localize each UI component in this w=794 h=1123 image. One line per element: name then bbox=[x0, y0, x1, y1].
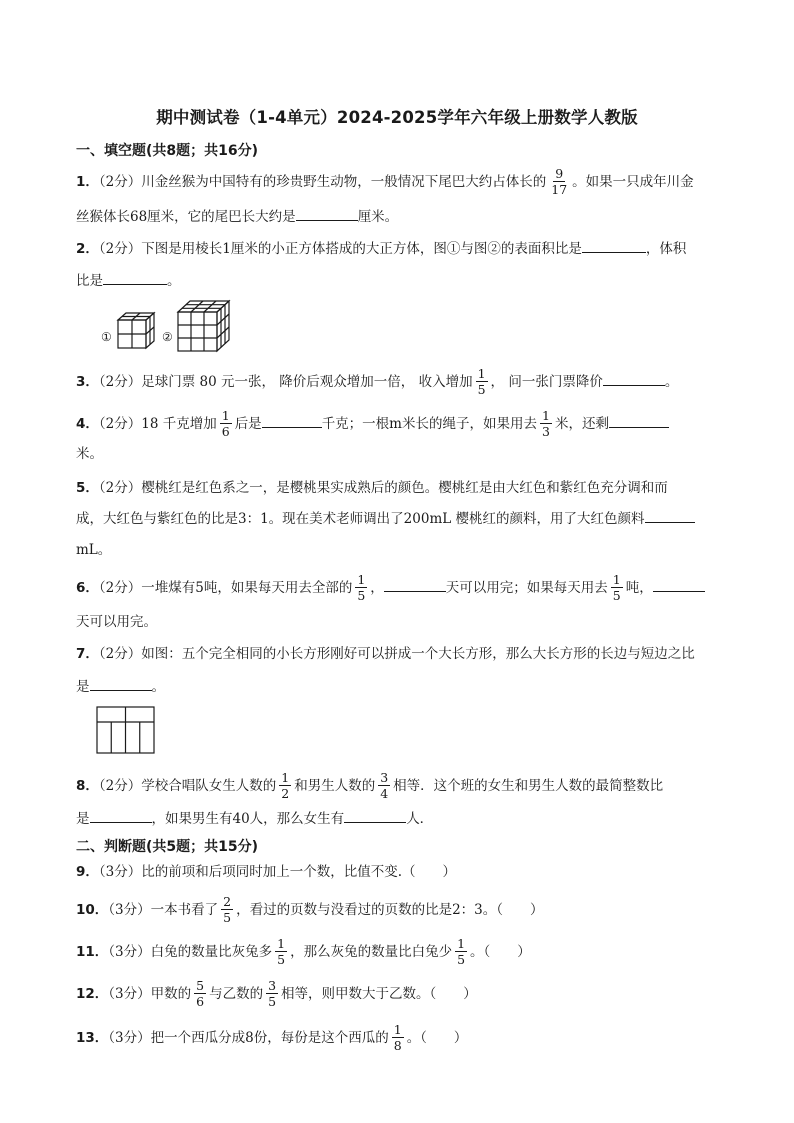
page-title: 期中测试卷（1-4单元）2024-2025学年六年级上册数学人教版 bbox=[156, 108, 638, 127]
question-10: 10．（3分）一本书看了 $\frac{2}{5}$ ，看过的页数与没看过的页数的比是2：3。（ ） bbox=[76, 894, 544, 925]
question-points: （3分） bbox=[108, 944, 151, 960]
question-11: 11．（3分）白兔的数量比灰兔多 $\frac{1}{5}$ ，那么灰兔的数量比白兔少 $\frac{1}{5}$ 。（ ） bbox=[76, 936, 531, 967]
question-number: 9． bbox=[76, 864, 99, 880]
question-4-line-1: 4．（2分）18 千克增加 $\frac{1}{6}$ 后是 千克；一根m米长的绳子，如果用去 $\frac{1}{3}$ 米，还剩 bbox=[76, 410, 669, 439]
question-5-line-2: 成，大红色与紫红色的比是3：1。现在美术老师调出了200mL 樱桃红的颜料，用了大红色颜料 bbox=[76, 508, 695, 529]
rectangle-figure bbox=[96, 706, 156, 756]
question-points: （2分） bbox=[98, 480, 142, 496]
question-points: （2分） bbox=[98, 374, 142, 390]
question-number: 10． bbox=[76, 902, 109, 918]
question-number: 6． bbox=[76, 580, 99, 596]
cube-2x2-figure bbox=[118, 313, 154, 348]
fraction: $\frac{1}{5}$ bbox=[357, 572, 366, 603]
question-points: （2分） bbox=[98, 174, 142, 190]
question-number: 11． bbox=[76, 944, 109, 960]
question-1-line-1: 1．（2分）川金丝猴为中国特有的珍贵野生动物，一般情况下尾巴大约占体长的 $\frac{9}{17}$ 。如果一只成年川金 bbox=[76, 166, 694, 197]
question-4-line-2: 米。 bbox=[76, 446, 103, 462]
question-number: 12． bbox=[76, 986, 109, 1002]
question-points: （2分） bbox=[98, 778, 142, 794]
cube-3x3-figure bbox=[178, 301, 229, 351]
question-number: 8． bbox=[76, 778, 99, 794]
fraction: $\frac{1}{5}$ bbox=[277, 936, 286, 967]
figure-1-label: ① bbox=[101, 330, 112, 344]
answer-blank[interactable] bbox=[603, 371, 665, 386]
answer-blank[interactable] bbox=[645, 508, 695, 523]
question-number: 5． bbox=[76, 480, 99, 496]
section-heading-fill-in: 一、填空题(共8题；共16分) bbox=[76, 143, 259, 159]
question-6-line-1: 6．（2分）一堆煤有5吨，如果每天用去全部的 $\frac{1}{5}$ ， 天可以用完；如果每天用去 $\frac{1}{5}$ 吨， bbox=[76, 574, 705, 603]
cube-figures bbox=[100, 296, 250, 356]
fraction: $\frac{2}{5}$ bbox=[223, 894, 232, 925]
question-13: 13．（3分）把一个西瓜分成8份，每份是这个西瓜的 $\frac{1}{8}$ 。（ ） bbox=[76, 1022, 468, 1053]
fraction: $\frac{1}{8}$ bbox=[393, 1022, 402, 1053]
question-points: （2分） bbox=[98, 416, 142, 432]
question-points: （2分） bbox=[98, 646, 142, 662]
question-7-line-1: 7．（2分）如图：五个完全相同的小长方形刚好可以拼成一个大长方形，那么大长方形的长边与短边之比 bbox=[76, 646, 695, 662]
question-number: 2． bbox=[76, 241, 99, 257]
question-5-line-3: mL。 bbox=[76, 542, 112, 558]
question-number: 7． bbox=[76, 646, 99, 662]
question-2-line-2: 比是 。 bbox=[76, 270, 181, 291]
answer-blank[interactable] bbox=[653, 577, 705, 592]
question-7-line-2: 是 。 bbox=[76, 676, 165, 697]
question-points: （2分） bbox=[98, 241, 142, 257]
fraction: $\frac{1}{5}$ bbox=[457, 936, 466, 967]
answer-blank[interactable] bbox=[90, 808, 152, 823]
figure-2-label: ② bbox=[162, 330, 173, 344]
question-8-line-1: 8．（2分）学校合唱队女生人数的 $\frac{1}{2}$ 和男生人数的 $\frac{3}{4}$ 相等．这个班的女生和男生人数的最简整数比 bbox=[76, 770, 664, 801]
answer-blank[interactable] bbox=[582, 238, 646, 253]
question-points: （2分） bbox=[98, 580, 142, 596]
question-number: 3． bbox=[76, 374, 99, 390]
question-points: （3分） bbox=[108, 902, 151, 918]
answer-blank[interactable] bbox=[384, 577, 446, 592]
question-points: （3分） bbox=[108, 1030, 151, 1046]
question-5-line-1: 5．（2分）樱桃红是红色系之一，是樱桃果实成熟后的颜色。樱桃红是由大红色和紫红色充分调和而 bbox=[76, 480, 668, 496]
question-number: 4． bbox=[76, 416, 99, 432]
fraction: $\frac{1}{2}$ bbox=[281, 770, 290, 801]
answer-blank[interactable] bbox=[609, 413, 669, 428]
question-1-line-2: 丝猴体长68厘米，它的尾巴长大约是 厘米。 bbox=[76, 206, 398, 227]
fraction: $\frac{3}{5}$ bbox=[268, 978, 277, 1009]
question-2-line-1: 2．（2分）下图是用棱长1厘米的小正方体搭成的大正方体，图①与图②的表面积比是 ，体积 bbox=[76, 238, 686, 259]
question-12: 12．（3分）甲数的 $\frac{5}{6}$ 与乙数的 $\frac{3}{5}$ 相等，则甲数大于乙数。（ ） bbox=[76, 978, 477, 1009]
fraction: $\frac{5}{6}$ bbox=[196, 978, 205, 1009]
answer-blank[interactable] bbox=[103, 270, 167, 285]
question-number: 13． bbox=[76, 1030, 109, 1046]
fraction: $\frac{1}{5}$ bbox=[612, 572, 621, 603]
answer-blank[interactable] bbox=[262, 413, 322, 428]
question-number: 1． bbox=[76, 174, 99, 190]
question-6-line-2: 天可以用完。 bbox=[76, 614, 157, 630]
fraction: $\frac{1}{5}$ bbox=[477, 366, 486, 397]
answer-blank[interactable] bbox=[344, 808, 406, 823]
section-heading-true-false: 二、判断题(共5题；共15分) bbox=[76, 839, 259, 855]
question-8-line-2: 是 ，如果男生有40人，那么女生有 人． bbox=[76, 808, 433, 829]
question-points: （3分） bbox=[108, 986, 151, 1002]
question-9: 9．（3分）比的前项和后项同时加上一个数，比值不变.（ ） bbox=[76, 864, 457, 880]
fraction: $\frac{3}{4}$ bbox=[380, 770, 389, 801]
answer-blank[interactable] bbox=[90, 676, 152, 691]
question-points: （3分） bbox=[98, 864, 142, 880]
answer-blank[interactable] bbox=[296, 206, 358, 221]
fraction: $\frac{9}{17}$ bbox=[551, 166, 568, 197]
fraction: $\frac{1}{6}$ bbox=[221, 408, 230, 439]
fraction: $\frac{1}{3}$ bbox=[542, 408, 550, 439]
question-3: 3．（2分）足球门票 80 元一张， 降价后观众增加一倍， 收入增加 $\frac{1}{5}$ ， 问一张门票降价 。 bbox=[76, 366, 679, 397]
